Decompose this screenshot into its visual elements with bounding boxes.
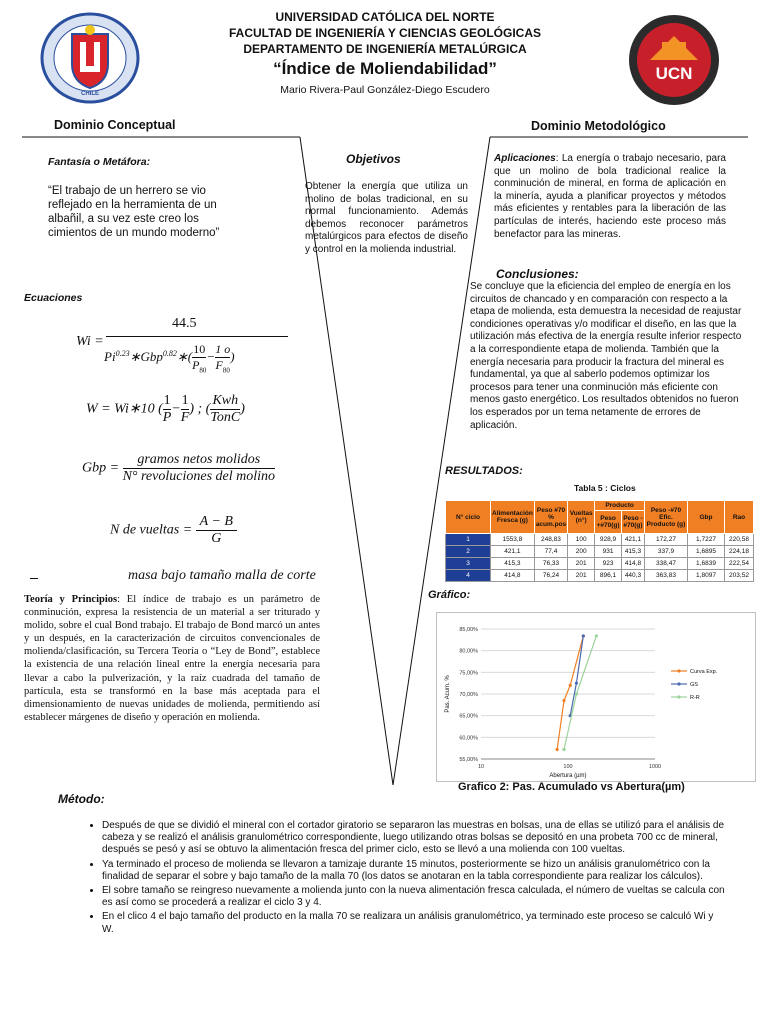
legend-label: GS [690,682,698,688]
table-cell: 201 [568,558,595,570]
eq-n-num: A − B [196,514,237,531]
th-ciclo: N° ciclo [446,501,491,534]
y-tick-label: 80,00% [459,648,478,655]
ecuaciones-label: Ecuaciones [24,292,83,304]
table-cell: 76,33 [534,558,567,570]
dominio-conceptual-title: Dominio Conceptual [54,118,176,132]
y-axis-label: Pas. Acum. % [445,675,451,713]
metodo-title: Método: [58,792,105,806]
th-alim: Alimentación Fresca (g) [491,501,535,534]
teoria-text [24,593,320,724]
table-cell: 363,83 [645,570,688,582]
series-line [564,636,596,750]
legend-marker [677,695,680,698]
chart-caption: Grafico 2: Pas. Acumulado vs Abertura(µm) [458,781,685,793]
y-tick-label: 60,00% [459,735,478,742]
teoria-label: Teoría y Principios [24,594,118,605]
th-rao: Rao [725,501,754,534]
granulometry-chart [437,613,755,781]
table-cell: 200 [568,546,595,558]
table-cell: 1,7227 [688,534,725,546]
results-table-body [446,534,754,582]
table-cell: 421,1 [491,546,535,558]
ucn-logo-text: UCN [655,64,693,83]
ucn-shield-logo [40,12,140,104]
objetivos-title: Objetivos [346,152,401,166]
series-point [575,692,578,695]
table-cell: 1,6895 [688,546,725,558]
series-point [556,748,559,751]
x-tick-label: 100 [563,764,573,770]
legend-marker [677,682,680,685]
table-cell-ciclo: 2 [446,546,491,558]
table-cell: 338,47 [645,558,688,570]
table-cell: 931 [595,546,622,558]
metodo-item: • Ya terminado el proceso de molienda se llevaron a tamizaje durante 15 minutos, posteriormente se hizo un análisis granulométrico con la finalidad de separar el sobre y bajo tamaño de la malla 70 (los datos se anotaran en la tabla correspondiente para realizar los cálculos). [102,859,726,883]
x-tick-label: 10 [477,764,485,770]
aplicaciones-body: : La energía o trabajo necesario, para que un molino de bola tradicional realice la conminución de mineral, en forma de aplicación en la minería, ayuda a planificar proyectos y métodos más eficientes y rentables para la liberación de las partículas de interés, haciendo este proceso más benefactor para las mineras. [494,153,726,240]
table-cell: 76,24 [534,570,567,582]
equation-w: W = Wi∗10 ( $\frac{1}{P}$ − $\frac{1}{F}$ ) ; ( Kwh TonC ) [86,393,245,425]
series-point [562,699,565,702]
table-cell-ciclo: 3 [446,558,491,570]
y-tick-label: 85,00% [459,627,478,633]
table-cell: 415,3 [621,546,644,558]
x-tick-label: 1000 [648,764,662,770]
legend-marker [677,669,680,672]
series-line [557,636,583,750]
table-cell: 415,3 [491,558,535,570]
series-point [582,634,585,637]
dominio-metodologico-title: Dominio Metodológico [531,119,666,133]
table-title: Tabla 5 : Ciclos [574,483,636,493]
header-faculty: FACULTAD DE INGENIERÍA Y CIENCIAS GEOLÓGICAS [228,26,542,40]
x-axis-label: Abertura (µm) [549,773,587,779]
metodo-item: • El sobre tamaño se reingreso nuevamente a molienda junto con la nueva alimentación fresca calculada, el número de vueltas se calcula con es así como se procederá a realizar el ciclo 3 y 4. [102,885,726,909]
eq-wi-num: 44.5 [172,316,197,331]
table-cell: 1553,8 [491,534,535,546]
resultados-title: RESULTADOS: [445,465,523,477]
table-row [446,546,754,558]
metodo-item: • Después de que se dividió el mineral con el cortador giratorio se separaron las muestras en bolsas, una de ellas se utilizó para el análisis de cabeza y se realizó el análisis granulométrico correspondiente, luego utilizando otras bolsas se depositó en una probeta 700 cc de mineral, después se pesó y así se obtuvo la alimentación fresca del primer ciclo, esto se llevó a una molienda con 100 vueltas. [102,820,726,857]
table-cell: 172,27 [645,534,688,546]
table-cell-ciclo: 1 [446,534,491,546]
legend-label: R-R [690,695,700,701]
eq-wi-fraction-bar [106,336,288,337]
series-point [595,634,598,637]
table-row [446,558,754,570]
results-table-wrap [445,500,754,582]
table-cell: 201 [568,570,595,582]
table-cell: 928,9 [595,534,622,546]
ucn-metalurgia-logo [628,14,720,106]
table-cell: 222,54 [725,558,754,570]
th-prod-a: Peso +#70(g) [595,511,622,534]
aplicaciones-label: Aplicaciones [494,153,556,164]
results-table [445,500,754,582]
shield-logo-label: CHILE [81,91,99,97]
table-cell: 224,18 [725,546,754,558]
table-cell: 414,8 [621,558,644,570]
eq-gbp-lhs: Gbp = [82,460,120,476]
fantasia-label [48,156,150,168]
y-tick-label: 55,00% [459,757,478,763]
y-tick-label: 70,00% [459,692,478,698]
table-cell: 100 [568,534,595,546]
objetivos-text: Obtener la energía que utiliza un molino de bolas tradicional, en su normal funcionamiento. Además debemos reconocer parámetros metalúrgicos para efectos de diseño y control en la molienda industrial. [305,181,468,255]
th-prod-b: Peso -#70(g) [621,511,644,534]
table-cell: 248,83 [534,534,567,546]
header-department: DEPARTAMENTO DE INGENIERÍA METALÚRGICA [243,42,527,56]
eq-n-lhs: N de vueltas = [110,522,193,538]
header-university: UNIVERSIDAD CATÓLICA DEL NORTE [275,10,495,24]
y-tick-label: 65,00% [459,713,478,720]
legend-label: Curva Exp. [690,669,718,675]
y-tick-label: 75,00% [459,670,478,677]
table-cell: 220,58 [725,534,754,546]
grafico-title: Gráfico: [428,589,471,601]
fantasia-label-colon: : [146,156,151,168]
metodo-item: • En el clico 4 el bajo tamaño del producto en la malla 70 se realizara un análisis granulométrico, ya terminado este proceso se calculó Wi y W. [102,911,726,935]
equation-masa: masa bajo tamaño malla de corte [128,568,316,583]
eq-gbp-num: gramos netos molidos [123,452,275,469]
table-cell: 440,3 [621,570,644,582]
th-peso70: Peso #70 % acum.pos [534,501,567,534]
metodo-list-wrap [80,820,726,938]
series-point [562,748,565,751]
th-peso-ef: Peso -#70 Efic. Producto (g) [645,501,688,534]
chart-frame [436,612,756,782]
eq-wi-den: $Pi^{0.23}∗Gbp^{0.82}∗$( $\frac{10}{P_{80}}$ − $\frac{1 o}{F_{80}}$ ) [104,342,235,375]
table-cell: 203,52 [725,570,754,582]
table-cell: 337,9 [645,546,688,558]
table-row [446,534,754,546]
equation-n-vueltas [110,514,237,547]
poster-title: “Índice de Moliendabilidad” [273,59,497,78]
table-cell: 1,8097 [688,570,725,582]
equation-wi [76,316,286,380]
conclusiones-text: Se concluye que la eficiencia del empleo de energía en los circuitos de chancado y en comparación con respecto a la etapa de molienda, esta demuestra la necesidad de reajustar condiciones operativas y/o modificar el diseño, en las que la utilización más efectiva de la energía resulte inferior respecto a la correspondiente etapa de molienda. También que la energía necesaria para producir la fractura del mineral es fundamental, ya que al saberlo podemos optimizar los procesos para tener una conminución más eficiente con menos gasto energético. Los resultados obtenidos no fueron los esperados por un tema netamente de errores de aplicación. [470,281,742,431]
table-row [446,570,754,582]
eq-n-den: G [211,531,222,546]
table-cell: 421,1 [621,534,644,546]
eq-dash [30,578,38,579]
metodo-list [80,820,726,936]
series-point [569,684,572,687]
conclusiones-title: Conclusiones: [496,267,579,281]
teoria-body: : El índice de trabajo es un parámetro de conminución, expresa la resistencia de un material a ser triturado y molido, sobre el cual Bond trabajo. El trabajo de Bond marcó un antes y un después, en la caracterización de circuitos convencionales de molienda/clasificación, su Tercera Teoría o “Ley de Bond”, establece la existencia de una relación lineal entre la energía necesaria para llevar a cabo la pulverización, y la raíz cuadrada del tamaño de partícula, esta se transformó en la base más aceptada para el dimensionamiento de nuevas unidades de molienda, permitiendo así establecer márgenes de diseño y operación en molienda. [24,594,321,723]
authors: Mario Rivera-Paul González-Diego Escudero [280,84,490,96]
table-cell: 923 [595,558,622,570]
table-cell: 896,1 [595,570,622,582]
eq-gbp-den: N° revoluciones del molino [122,469,276,484]
table-cell: 1,6839 [688,558,725,570]
th-producto: Producto [595,501,645,511]
equation-gbp [82,452,275,485]
fantasia-label-text: Fantasía o Metáfora [48,156,147,168]
table-cell: 414,8 [491,570,535,582]
table-cell: 77,4 [534,546,567,558]
th-gbp: Gbp [688,501,725,534]
fantasia-text: “El trabajo de un herrero se vio reflejado en la herramienta de un albañil, a su vez este creo los cimientos de un mundo moderno” [48,185,220,239]
table-cell-ciclo: 4 [446,570,491,582]
th-vueltas: Vueltas (n°) [568,501,595,534]
series-point [575,682,578,685]
aplicaciones-text [494,153,726,241]
eq-wi-lhs: Wi = [76,334,104,349]
